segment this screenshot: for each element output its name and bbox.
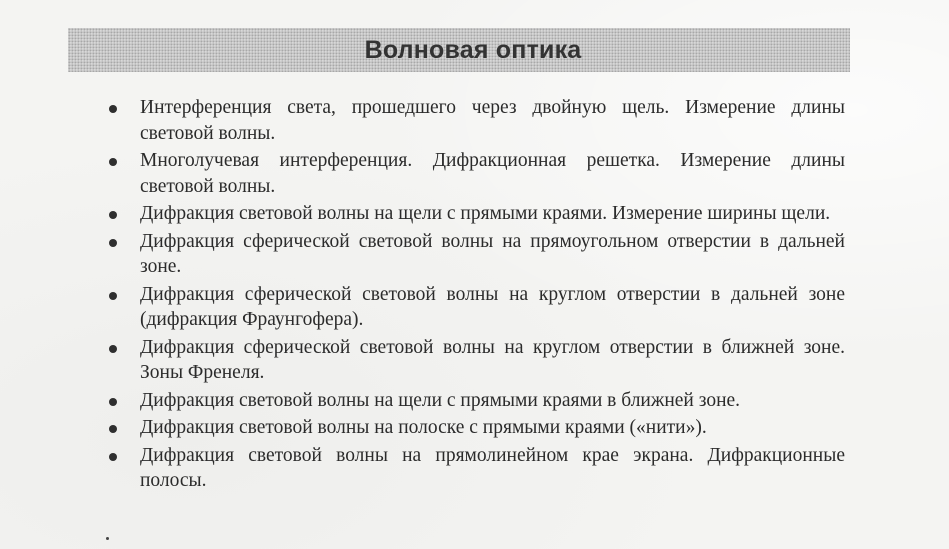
page-title: Волновая оптика: [364, 35, 582, 64]
list-item-text: Дифракция сферической световой волны на круглом отверстии в ближней зоне. Зоны Френеля.: [140, 336, 845, 383]
bullet-icon: [109, 105, 117, 113]
list-item-text: Дифракция световой волны на щели с прямыми краями. Измерение ширины щели.: [140, 203, 831, 224]
list-item-text: Дифракция сферической световой волны на круглом отверстии в дальней зоне (дифракция Фраунгофера).: [140, 283, 845, 330]
bullet-icon: [109, 398, 117, 406]
list-item-text: Многолучевая интерференция. Дифракционная решетка. Измерение длины световой волны.: [140, 150, 845, 197]
bullet-icon: [109, 425, 117, 433]
bullet-icon: [109, 453, 117, 461]
list-item: [100, 388, 845, 414]
bullet-icon: [109, 239, 117, 247]
list-item-text: Дифракция сферической световой волны на прямоугольном отверстии в дальней зоне.: [140, 230, 845, 277]
scan-speck: [106, 537, 109, 540]
title-banner: [68, 28, 850, 72]
topic-list: [100, 95, 845, 496]
bullet-icon: [109, 292, 117, 300]
list-item: [100, 282, 845, 333]
list-item: [100, 95, 845, 146]
bullet-icon: [109, 211, 117, 219]
list-item: [100, 443, 845, 494]
list-item: [100, 148, 845, 199]
list-item: [100, 335, 845, 386]
list-item: [100, 229, 845, 280]
list-item-text: Дифракция световой волны на полоске с прямыми краями («нити»).: [140, 417, 707, 438]
list-item: [100, 201, 845, 227]
list-item-text: Интерференция света, прошедшего через двойную щель. Измерение длины световой волны.: [140, 97, 845, 144]
list-item-text: Дифракция световой волны на щели с прямыми краями в ближней зоне.: [140, 389, 741, 411]
bullet-icon: [109, 345, 117, 353]
list-item: [100, 415, 845, 441]
bullet-icon: [109, 158, 117, 166]
list-item-text: Дифракция световой волны на прямолинейном крае экрана. Дифракционные полосы.: [140, 444, 845, 491]
